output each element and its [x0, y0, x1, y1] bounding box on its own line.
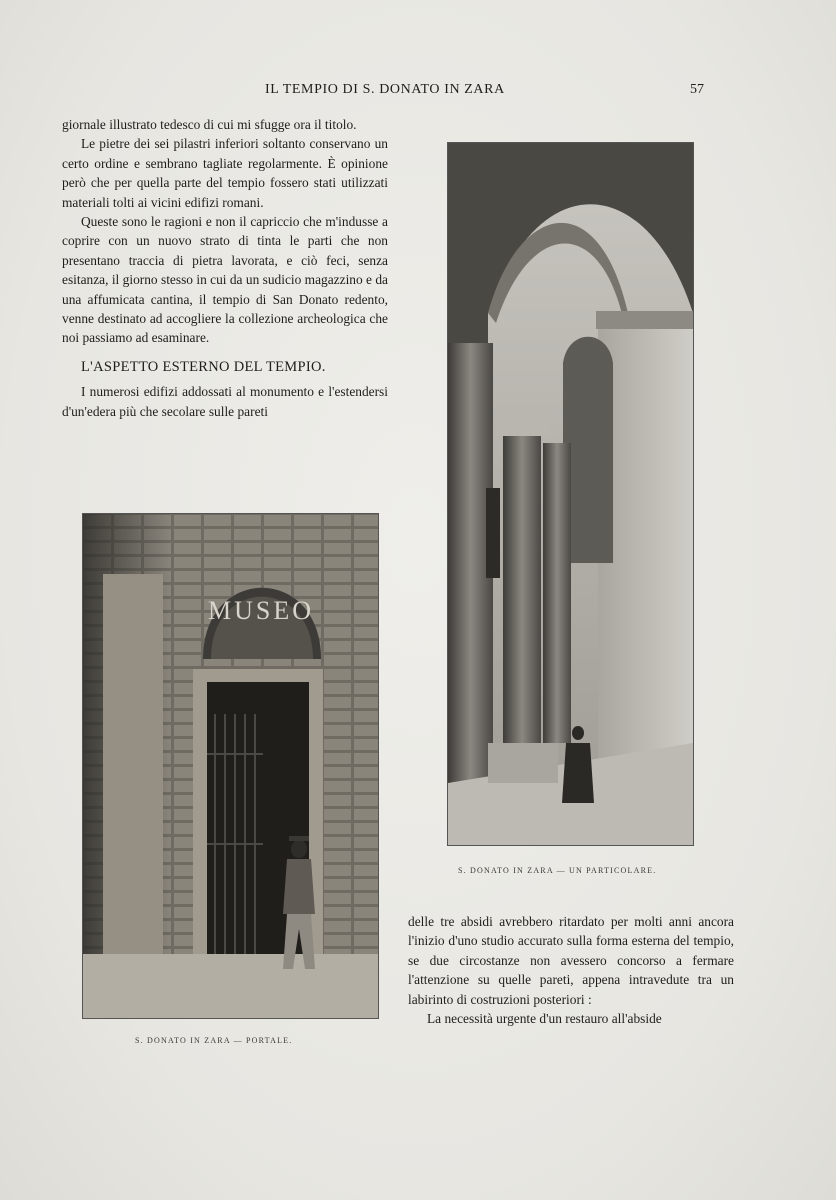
paragraph: La necessità urgente d'un restauro all'abside [427, 1011, 662, 1027]
paragraph: Queste sono le ragioni e non il capriccio che m'indusse a coprire con un nuovo strato di tinta le parti che non presentano traccia di pietra lavorata, e ciò feci, senza esitanza, il giorno stesso in cui da un sudicio magazzino e da una affumicata cantina, il tempio di San Donato redento, venne destinato ad accogliere la collezione archeologica che noi passiamo ad esaminare. [62, 214, 388, 346]
paragraph: Le pietre dei sei pilastri inferiori soltanto conservano un certo ordine e sembrano tagliate regolarmente. È opinione però che per quella parte del tempio fossero stati utilizzati materiali tolti ai vicini edifizi romani. [62, 136, 388, 210]
section-heading: L'ASPETTO ESTERNO DEL TEMPIO. [81, 358, 326, 375]
portal-illustration [83, 514, 378, 1018]
interior-columns-illustration [448, 143, 693, 845]
museo-inscription: MUSEO [207, 596, 315, 625]
running-title: IL TEMPIO DI S. DONATO IN ZARA [265, 82, 505, 97]
paragraph: delle tre absidi avrebbero ritardato per molti anni ancora l'inizio d'uno studio accurato sulla forma esterna del tempio, se due circostanze non avessero concorso a fermare l'attenzione su quelle pareti, appena intravedute tra un labirinto di costruzioni posteriori : [408, 914, 734, 1007]
photo-interior-columns [447, 142, 694, 846]
paragraph: I numerosi edifizi addossati al monumento e l'estendersi d'un'edera più che secolare sulle pareti [62, 384, 388, 419]
photo-portal [82, 513, 379, 1019]
page-number: 57 [690, 82, 704, 97]
figure-caption: S. DONATO IN ZARA — PORTALE. [135, 1036, 293, 1045]
paragraph: giornale illustrato tedesco di cui mi sfugge ora il titolo. [62, 117, 357, 132]
figure-caption: S. DONATO IN ZARA — UN PARTICOLARE. [458, 866, 657, 875]
left-text-column [62, 115, 388, 421]
right-text-column [408, 912, 734, 1028]
